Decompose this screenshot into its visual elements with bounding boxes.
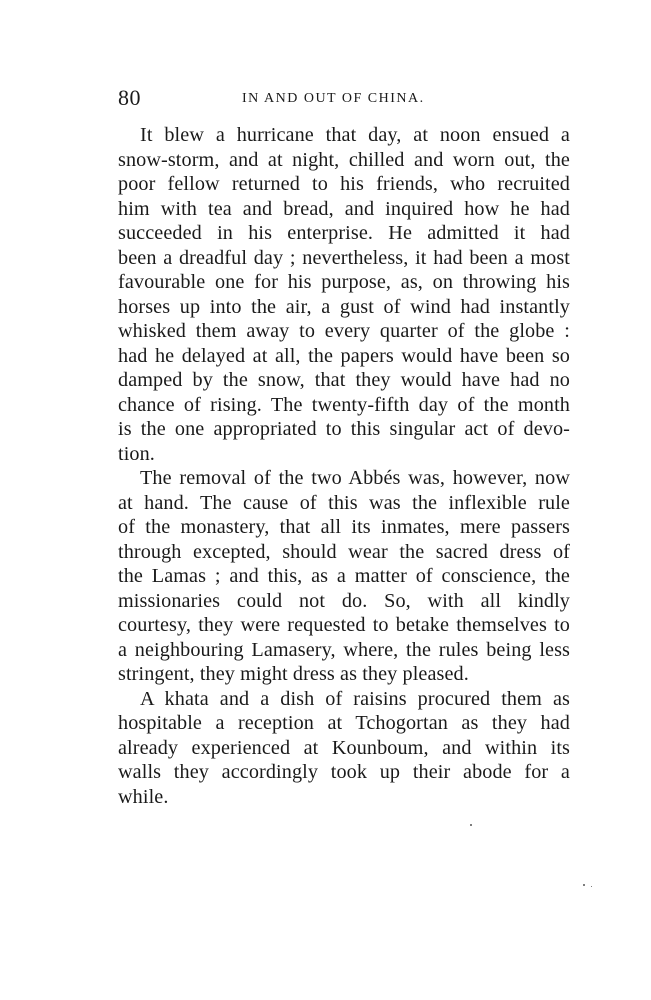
text-line: chance of rising. The twenty-fifth day of the month [118, 393, 570, 416]
text-line: tion. [118, 442, 155, 465]
text-line: a neighbouring Lamasery, where, the rules being less [118, 638, 570, 661]
text-line: been a dreadful day ; nevertheless, it had been a most [118, 246, 570, 269]
text-line: the Lamas ; and this, as a matter of conscience, the [118, 565, 570, 587]
body-text [118, 123, 570, 809]
text-line: succeeded in his enterprise. He admitted it had [118, 222, 570, 244]
text-line: whisked them away to every quarter of the globe : [118, 320, 570, 342]
paper-speck [591, 886, 592, 887]
text-line: walls they accordingly took up their abode for a [118, 761, 570, 783]
text-line: courtesy, they were requested to betake themselves to [118, 614, 570, 636]
text-line: while. [118, 785, 169, 808]
text-line: snow-storm, and at night, chilled and worn out, the [118, 148, 570, 171]
text-line: horses up into the air, a gust of wind had instantly [118, 295, 570, 318]
text-line: is the one appropriated to this singular act of devo- [118, 418, 570, 440]
paper-speck [583, 884, 585, 886]
text-line: The removal of the two Abbés was, however, now [140, 467, 570, 489]
text-line: through excepted, should wear the sacred dress of [118, 540, 570, 563]
text-line: hospitable a reception at Tchogortan as they had [118, 712, 570, 734]
text-line: missionaries could not do. So, with all kindly [118, 589, 570, 612]
running-title: IN AND OUT OF CHINA. [242, 91, 425, 106]
paper-speck [470, 824, 472, 826]
page-number: 80 [118, 85, 141, 110]
text-line: A khata and a dish of raisins procured them as [140, 687, 570, 710]
text-line: already experienced at Kounboum, and within its [118, 736, 570, 759]
text-line: It blew a hurricane that day, at noon ensued a [140, 124, 570, 146]
text-line: damped by the snow, that they would have had no [118, 369, 570, 391]
text-line: favourable one for his purpose, as, on throwing his [118, 271, 570, 293]
text-line: him with tea and bread, and inquired how he had [118, 197, 570, 220]
text-line: at hand. The cause of this was the inflexible rule [118, 491, 570, 514]
text-line: of the monastery, that all its inmates, mere passers [118, 516, 570, 538]
page-header [118, 86, 570, 114]
text-line: poor fellow returned to his friends, who recruited [118, 173, 570, 195]
text-line: stringent, they might dress as they pleased. [118, 663, 469, 685]
text-line: had he delayed at all, the papers would have been so [118, 344, 570, 367]
